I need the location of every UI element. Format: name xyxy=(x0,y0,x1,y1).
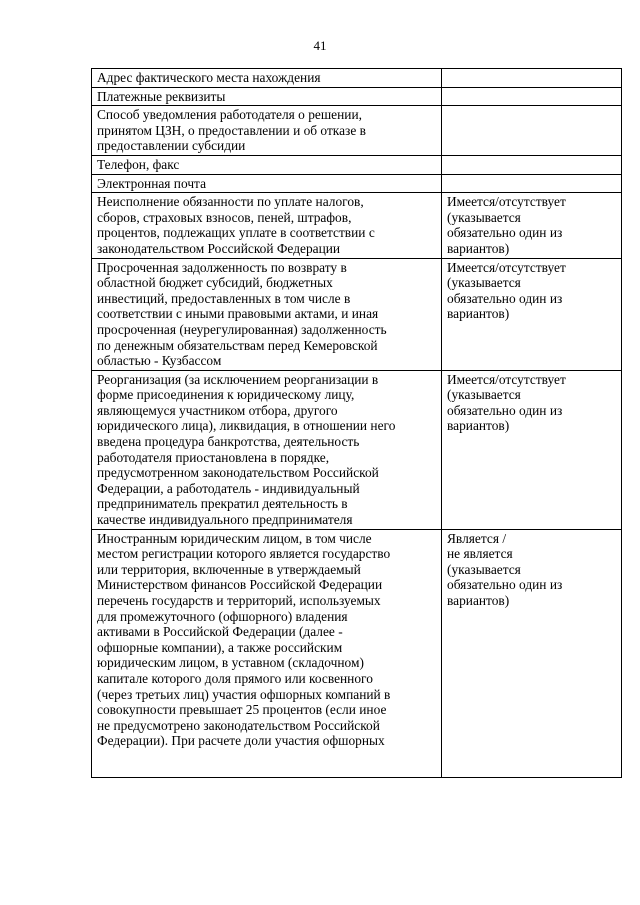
table-row xyxy=(92,193,622,258)
row-label xyxy=(92,193,442,258)
row-label-text: Телефон, факс xyxy=(97,156,180,172)
row-label-text: Иностранным юридическим лицом, в том числе местом регистрации которого является государство или территория, включенные в утверждаемый Министерством финансов Российской Федерации перечень государств и территорий, используемых для промежуточного (офшорного) владения активами в Российской Федерации (далее - офшорные компании), а также российским юридическим лицом, в уставном (складочном) капитале которого доля прямого или косвенного (через третьих лиц) участия офшорных компаний в совокупности превышает 25 процентов (если иное не предусмотрено законодательством Российской Федерации). При расчете доли участия офшорных xyxy=(97,530,391,749)
row-value-text: Имеется/отсутствует (указывается обязательно один из вариантов) xyxy=(447,259,566,322)
table-row xyxy=(92,174,622,193)
table-row xyxy=(92,370,622,529)
row-label-text: Электронная почта xyxy=(97,175,207,191)
table-row xyxy=(92,87,622,106)
row-value-text: Имеется/отсутствует (указывается обязательно один из вариантов) xyxy=(447,194,566,256)
row-value xyxy=(442,258,622,370)
row-value xyxy=(442,155,622,174)
page-number: 41 xyxy=(313,38,327,53)
row-label xyxy=(92,370,442,529)
table-row xyxy=(92,529,622,777)
table-row xyxy=(92,69,622,88)
row-label-text: Способ уведомления работодателя о решении, принятом ЦЗН, о предоставлении и об отказе в предоставлении субсидии xyxy=(97,107,366,154)
row-value xyxy=(442,174,622,193)
row-value xyxy=(442,87,622,106)
row-label-text: Просроченная задолженность по возврату в областной бюджет субсидий, бюджетных инвестиций, предоставленных в том числе в соответствии с иными правовыми актами, и иная просроченная (неурегулированная) задолженность по денежным обязательствам перед Кемеровской областью - Кузбассом xyxy=(97,259,387,369)
employer-info-table xyxy=(91,68,622,778)
table-row xyxy=(92,106,622,156)
row-label-text: Неисполнение обязанности по уплате налогов, сборов, страховых взносов, пеней, штрафов, процентов, подлежащих уплате в соответствии с законодательством Российской Федерации xyxy=(97,194,375,256)
row-value-text: Является / не является (указывается обязательно один из вариантов) xyxy=(447,530,563,608)
row-value xyxy=(442,69,622,88)
table-row xyxy=(92,258,622,370)
row-label xyxy=(92,529,442,777)
row-label xyxy=(92,258,442,370)
row-label xyxy=(92,106,442,156)
row-label-text: Адрес фактического места нахождения xyxy=(97,70,321,85)
row-label xyxy=(92,87,442,106)
table-row xyxy=(92,155,622,174)
row-label xyxy=(92,155,442,174)
row-value-text: Имеется/отсутствует (указывается обязательно один из вариантов) xyxy=(447,371,566,434)
row-label-text: Реорганизация (за исключением реорганизации в форме присоединения к юридическому лицу, являющемуся участником отбора, другого юридического лица), ликвидация, в отношении него введена процедура банкротства, деятельность работодателя приостановлена в порядке, предусмотренном законодательством Российской Федерации, а работодатель - индивидуальный предприниматель прекратил деятельность в качестве индивидуального предпринимателя xyxy=(97,371,396,528)
row-value xyxy=(442,370,622,529)
row-value xyxy=(442,529,622,777)
row-label-text: Платежные реквизиты xyxy=(97,88,226,104)
row-value xyxy=(442,193,622,258)
row-label xyxy=(92,69,442,88)
row-value xyxy=(442,106,622,156)
row-label xyxy=(92,174,442,193)
